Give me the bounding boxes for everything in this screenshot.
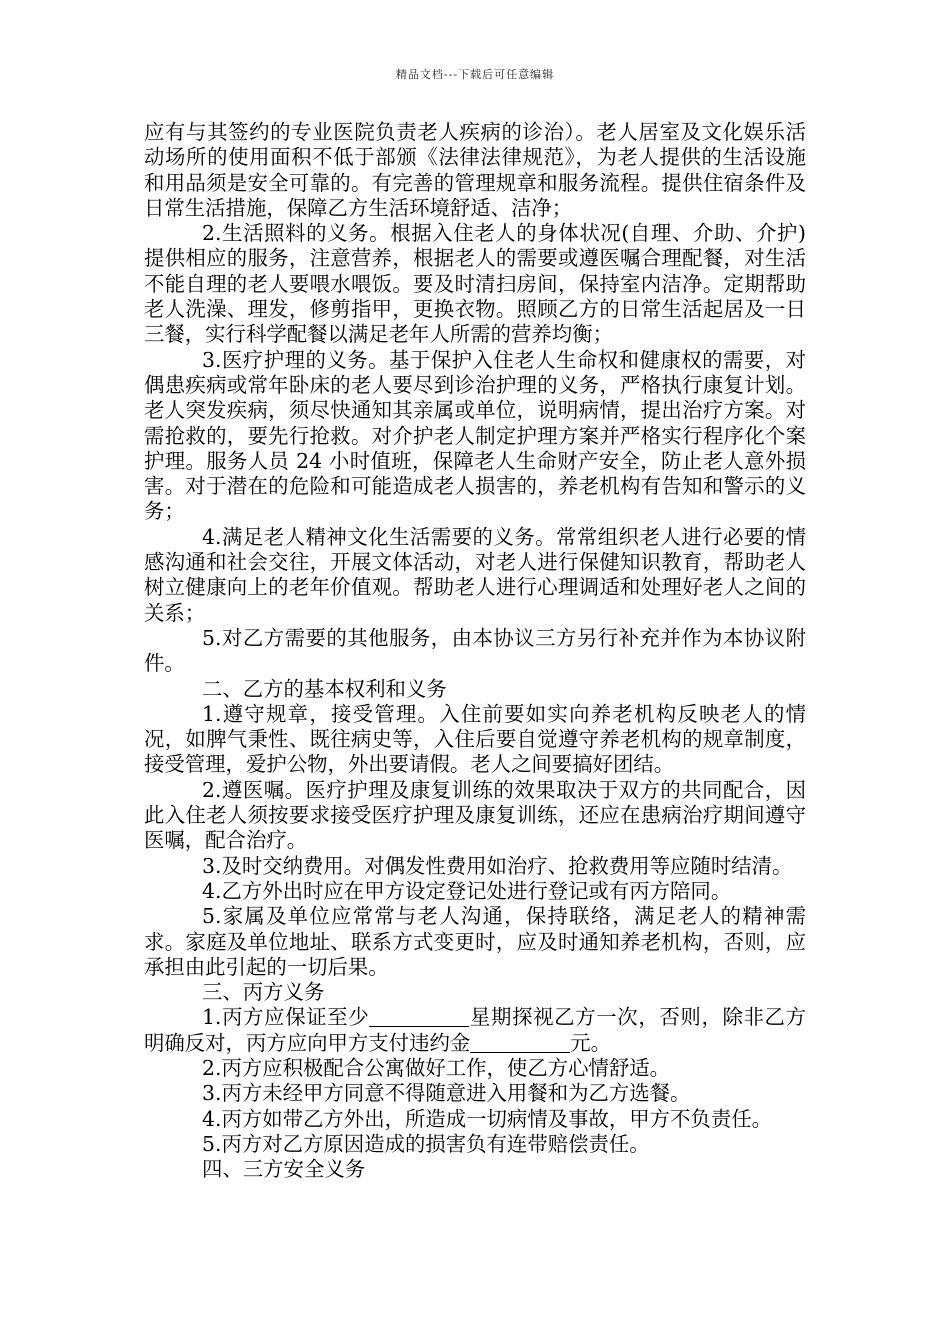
paragraph: 3.医疗护理的义务。基于保护入住老人生命权和健康权的需要，对偶患疾病或常年卧床的老人要尽到诊治护理的义务，严格执行康复计划。老人突发疾病，须尽快通知其亲属或单位，说明病情，提出治疗方案。对需抢救的，要先行抢救。对介护老人制定护理方案并严格实行程序化个案护理。服务人员 24 小时值班，保障老人生命财产安全，防止老人意外损害。对于潜在的危险和可能造成老人损害的，养老机构有告知和警示的义务； [144, 347, 806, 524]
paragraph: 应有与其签约的专业医院负责老人疾病的诊治）。老人居室及文化娱乐活动场所的使用面积不低于部颁《法律法律规范》，为老人提供的生活设施和用品须是安全可靠的。有完善的管理规章和服务流程。提供住宿条件及日常生活措施，保障乙方生活环境舒适、洁净； [144, 120, 806, 220]
paragraph: 3.丙方未经甲方同意不得随意进入用餐和为乙方选餐。 [202, 1081, 691, 1106]
section-heading: 二、乙方的基本权利和义务 [202, 676, 447, 701]
clause-text: 元。 [570, 1030, 612, 1055]
clause-text: 1.丙方应保证至少 [202, 1005, 370, 1030]
paragraph: 2.丙方应积极配合公寓做好工作，使乙方心情舒适。 [202, 1055, 671, 1080]
fill-in-blank-weeks[interactable] [369, 1007, 469, 1027]
clause-text: 星期探视乙方一次，否则，除非乙方明确反对，丙方应向甲方支付违约金 [144, 1005, 806, 1055]
page-header: 精品文档---下载后可任意编辑 [395, 68, 555, 81]
paragraph: 3.及时交纳费用。对偶发性费用如治疗、抢救费用等应随时结清。 [202, 853, 793, 878]
section-heading: 四、三方安全义务 [202, 1157, 366, 1182]
paragraph: 4.丙方如带乙方外出，所造成一切病情及事故，甲方不负责任。 [202, 1106, 772, 1131]
document-body [144, 120, 806, 1182]
paragraph: 4.满足老人精神文化生活需要的义务。常常组织老人进行必要的情感沟通和社会交往，开展文体活动，对老人进行保健知识教育，帮助老人树立健康向上的老年价值观。帮助老人进行心理调适和处理好老人之间的关系； [144, 524, 806, 625]
paragraph: 5.对乙方需要的其他服务，由本协议三方另行补充并作为本协议附件。 [144, 625, 806, 676]
paragraph: 5.丙方对乙方原因造成的损害负有连带赔偿责任。 [202, 1131, 650, 1156]
fill-in-blank-penalty[interactable] [470, 1033, 570, 1053]
paragraph: 2.遵医嘱。医疗护理及康复训练的效果取决于双方的共同配合，因此入住老人须按要求接受医疗护理及康复训练，还应在患病治疗期间遵守医嘱，配合治疗。 [144, 777, 806, 853]
paragraph-with-blanks [144, 1005, 806, 1056]
paragraph: 4.乙方外出时应在甲方设定登记处进行登记或有丙方陪同。 [202, 878, 732, 903]
paragraph: 2.生活照料的义务。根据入住老人的身体状况(自理、介助、介护)提供相应的服务，注意营养，根据老人的需要或遵医嘱合理配餐，对生活不能自理的老人要喂水喂饭。要及时清扫房间，保持室内洁净。定期帮助老人洗澡、理发，修剪指甲，更换衣物。照顾乙方的日常生活起居及一日三餐，实行科学配餐以满足老年人所需的营养均衡； [144, 221, 806, 347]
paragraph: 5.家属及单位应常常与老人沟通，保持联络，满足老人的精神需求。家庭及单位地址、联系方式变更时，应及时通知养老机构，否则，应承担由此引起的一切后果。 [144, 904, 806, 979]
section-heading: 三、丙方义务 [202, 980, 325, 1005]
paragraph: 1.遵守规章，接受管理。入住前要如实向养老机构反映老人的情况，如脾气秉性、既往病史等，入住后要自觉遵守养老机构的规章制度，接受管理，爱护公物，外出要请假。老人之间要搞好团结。 [144, 701, 806, 777]
